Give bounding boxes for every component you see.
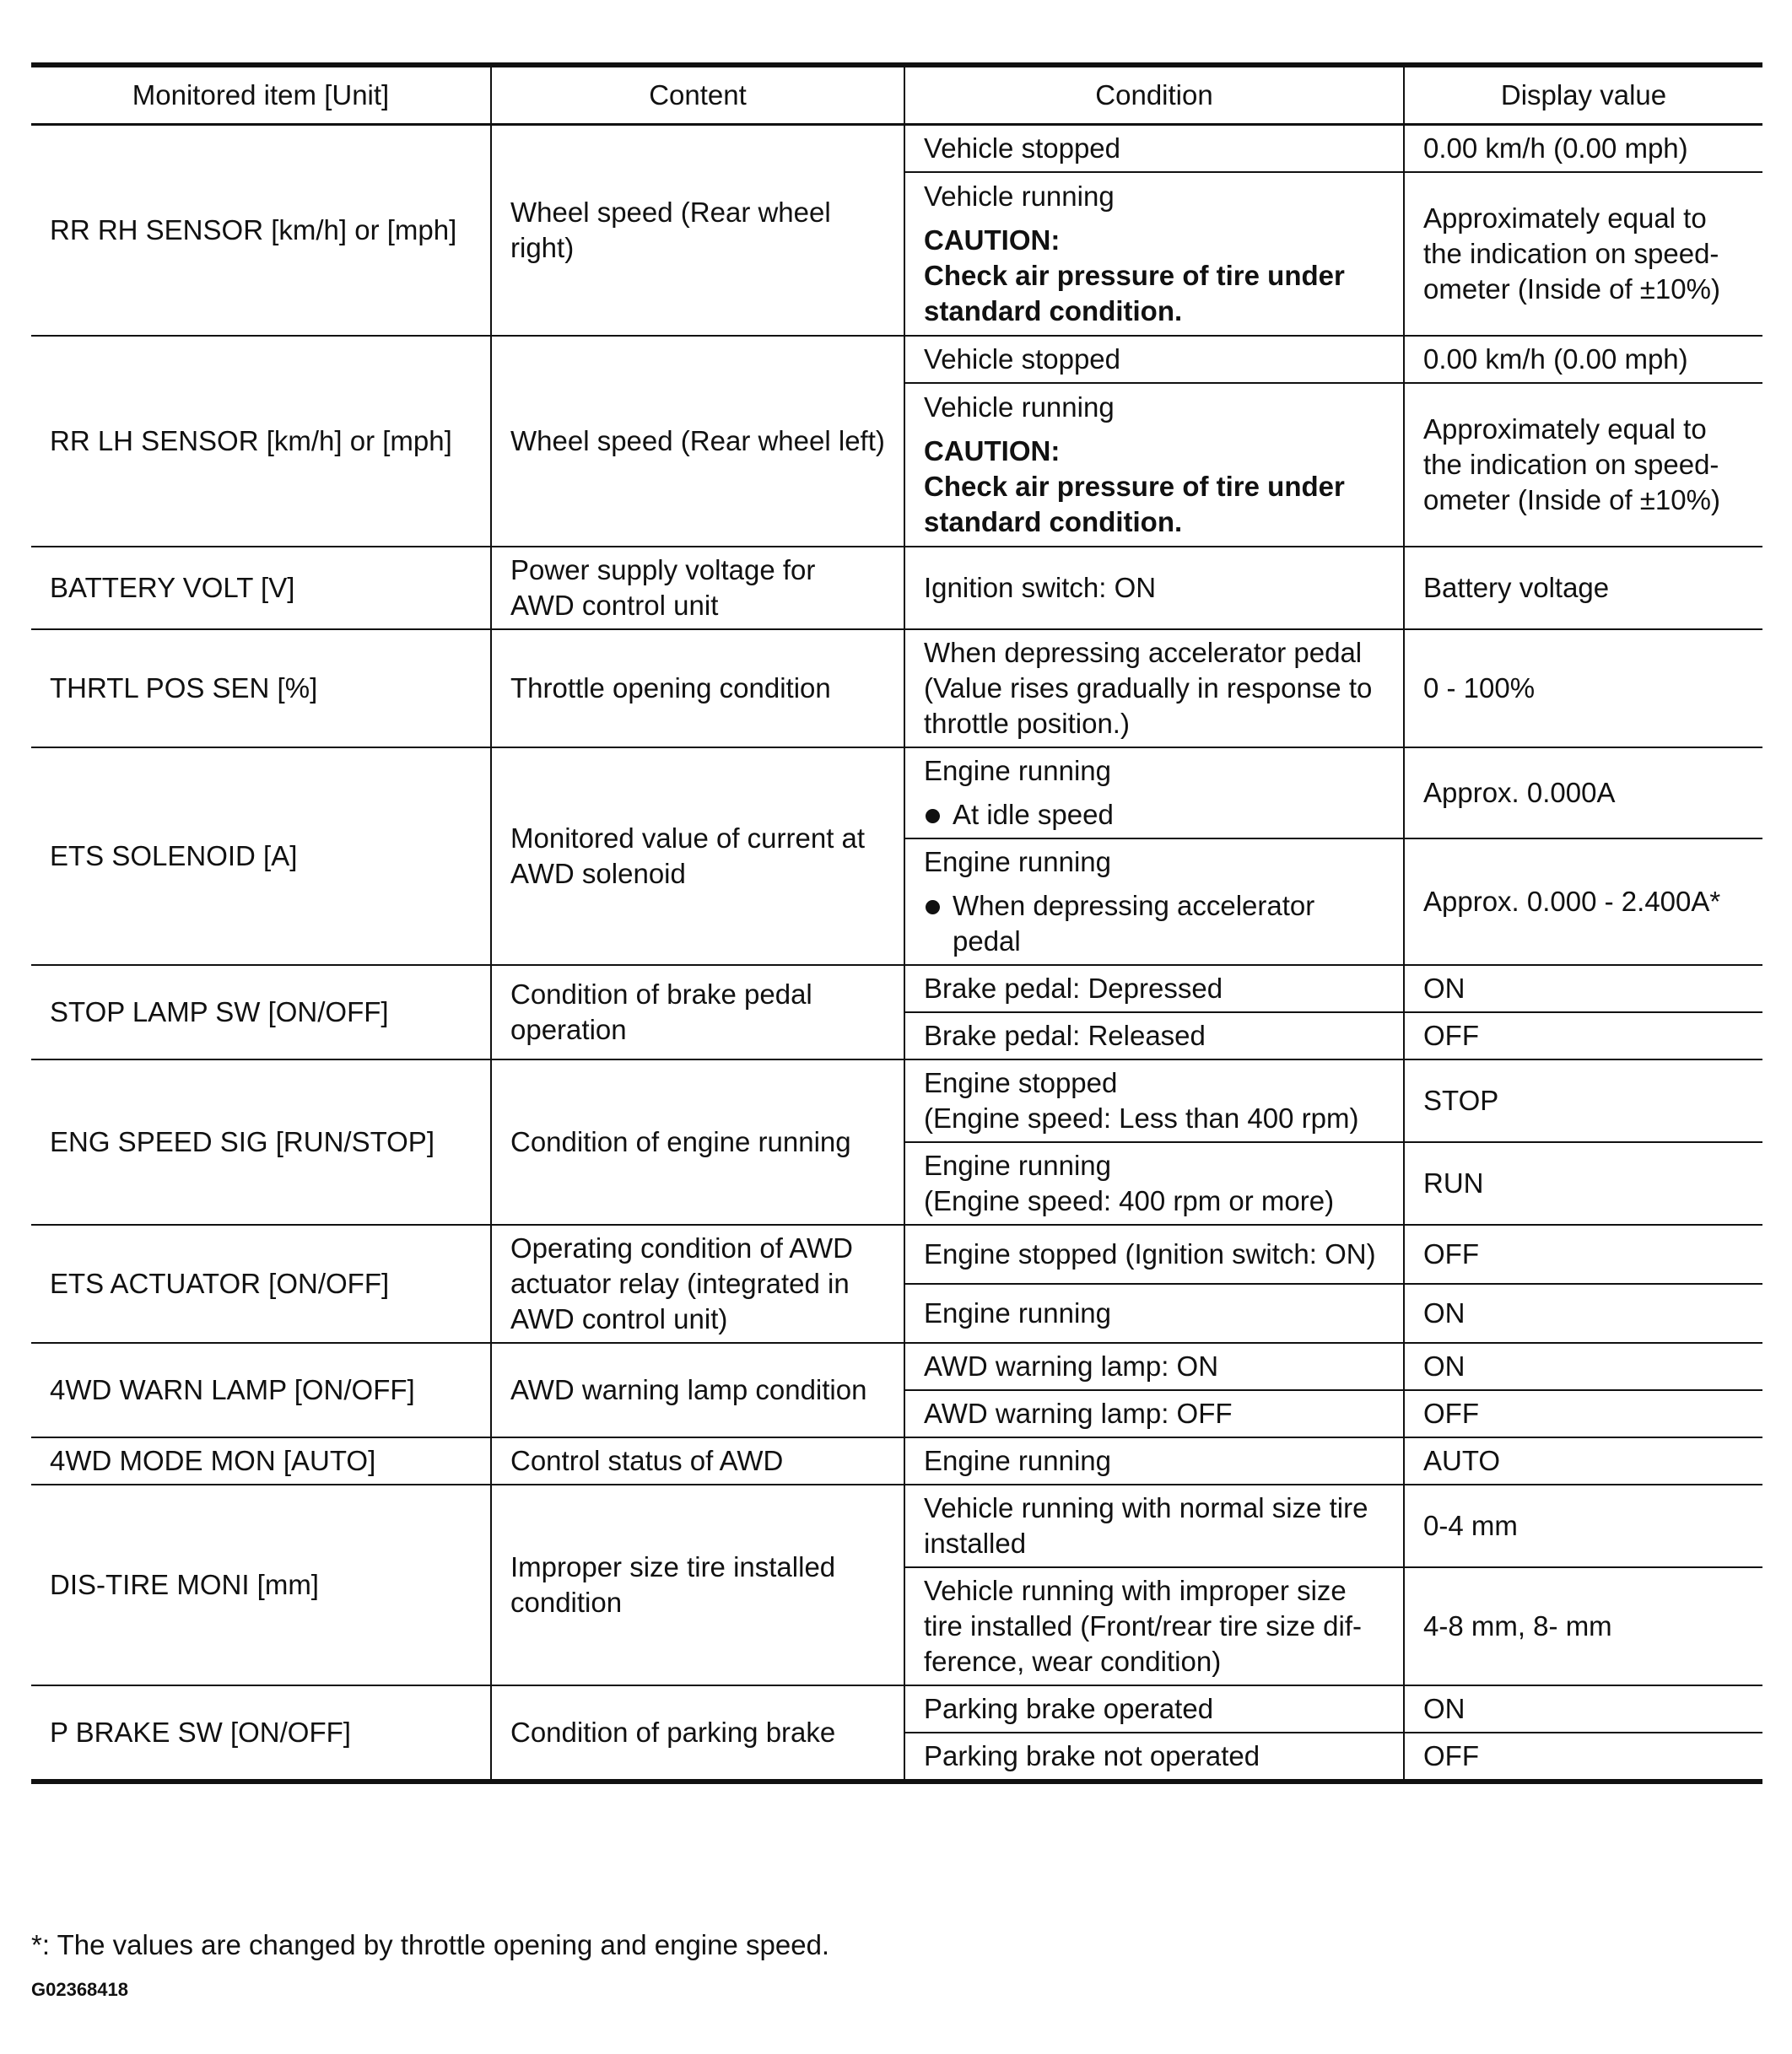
monitor-items-table bbox=[31, 62, 1762, 1784]
condition-cell: When depressing accelerator pedal (Value rises gradually in response to throttle position.) bbox=[904, 629, 1404, 747]
condition-text: Engine running bbox=[924, 1150, 1112, 1181]
condition-cell: AWD warning lamp: ON bbox=[904, 1343, 1404, 1390]
caution-text: Check air pressure of tire under standard condition. bbox=[924, 471, 1345, 537]
item-cell: RR RH SENSOR [km/h] or [mph] bbox=[31, 125, 491, 337]
condition-text: Vehicle running bbox=[924, 181, 1115, 212]
condition-subtext: (Engine speed: Less than 400 rpm) bbox=[924, 1102, 1359, 1134]
condition-cell: Parking brake not operated bbox=[904, 1733, 1404, 1782]
condition-cell bbox=[904, 383, 1404, 547]
table-header-row bbox=[31, 65, 1762, 125]
condition-cell: Vehicle running with normal size tire installed bbox=[904, 1485, 1404, 1567]
item-cell: BATTERY VOLT [V] bbox=[31, 547, 491, 629]
content-cell: Condition of parking brake bbox=[491, 1685, 904, 1782]
value-cell: 0 - 100% bbox=[1404, 629, 1762, 747]
item-cell: ENG SPEED SIG [RUN/STOP] bbox=[31, 1059, 491, 1225]
table-row bbox=[31, 1343, 1762, 1390]
condition-cell: Vehicle stopped bbox=[904, 336, 1404, 383]
footnote: *: The values are changed by throttle opening and engine speed. bbox=[31, 1929, 830, 1960]
bullet-item: At idle speed bbox=[924, 797, 1384, 833]
table-row bbox=[31, 747, 1762, 838]
item-cell: ETS ACTUATOR [ON/OFF] bbox=[31, 1225, 491, 1343]
value-cell: AUTO bbox=[1404, 1437, 1762, 1485]
caution-label: CAUTION: bbox=[924, 224, 1061, 256]
condition-cell bbox=[904, 172, 1404, 336]
condition-cell bbox=[904, 1142, 1404, 1225]
item-cell: RR LH SENSOR [km/h] or [mph] bbox=[31, 336, 491, 547]
condition-text: Engine stopped bbox=[924, 1067, 1118, 1098]
condition-cell: Brake pedal: Released bbox=[904, 1012, 1404, 1059]
condition-subtext: (Engine speed: 400 rpm or more) bbox=[924, 1185, 1335, 1216]
item-cell: ETS SOLENOID [A] bbox=[31, 747, 491, 965]
condition-cell: Vehicle running with improper size tire installed (Front/rear tire size dif-ference, wear condition) bbox=[904, 1567, 1404, 1685]
condition-cell: Engine running bbox=[904, 1284, 1404, 1343]
condition-cell: Ignition switch: ON bbox=[904, 547, 1404, 629]
condition-cell: Parking brake operated bbox=[904, 1685, 1404, 1733]
value-cell: OFF bbox=[1404, 1733, 1762, 1782]
header-display-value: Display value bbox=[1404, 65, 1762, 125]
caution-text: Check air pressure of tire under standard condition. bbox=[924, 260, 1345, 326]
value-cell: RUN bbox=[1404, 1142, 1762, 1225]
value-cell: ON bbox=[1404, 1685, 1762, 1733]
condition-text: Engine running bbox=[924, 846, 1112, 877]
value-cell: STOP bbox=[1404, 1059, 1762, 1142]
content-cell: Operating condition of AWD actuator relay (integrated in AWD control unit) bbox=[491, 1225, 904, 1343]
table-row bbox=[31, 629, 1762, 747]
value-cell: Approximately equal to the indication on speed-ometer (Inside of ±10%) bbox=[1404, 172, 1762, 336]
content-cell: Wheel speed (Rear wheel right) bbox=[491, 125, 904, 337]
content-cell: Throttle opening condition bbox=[491, 629, 904, 747]
item-cell: STOP LAMP SW [ON/OFF] bbox=[31, 965, 491, 1059]
condition-cell: Engine running bbox=[904, 1437, 1404, 1485]
content-cell: Improper size tire installed condition bbox=[491, 1485, 904, 1685]
value-cell: OFF bbox=[1404, 1225, 1762, 1284]
condition-text: Engine running bbox=[924, 755, 1112, 786]
header-condition: Condition bbox=[904, 65, 1404, 125]
table-row bbox=[31, 1437, 1762, 1485]
value-cell: ON bbox=[1404, 1343, 1762, 1390]
condition-cell: Engine stopped (Ignition switch: ON) bbox=[904, 1225, 1404, 1284]
header-content: Content bbox=[491, 65, 904, 125]
table-row bbox=[31, 965, 1762, 1012]
value-cell: 0.00 km/h (0.00 mph) bbox=[1404, 125, 1762, 173]
header-monitored-item: Monitored item [Unit] bbox=[31, 65, 491, 125]
value-cell: Approximately equal to the indication on speed-ometer (Inside of ±10%) bbox=[1404, 383, 1762, 547]
value-cell: Approx. 0.000A bbox=[1404, 747, 1762, 838]
content-cell: Control status of AWD bbox=[491, 1437, 904, 1485]
value-cell: ON bbox=[1404, 965, 1762, 1012]
table-row bbox=[31, 547, 1762, 629]
content-cell: Condition of brake pedal operation bbox=[491, 965, 904, 1059]
value-cell: OFF bbox=[1404, 1012, 1762, 1059]
table-row bbox=[31, 336, 1762, 383]
content-cell: Wheel speed (Rear wheel left) bbox=[491, 336, 904, 547]
item-cell: 4WD MODE MON [AUTO] bbox=[31, 1437, 491, 1485]
table-row bbox=[31, 1225, 1762, 1284]
content-cell: Monitored value of current at AWD solenoid bbox=[491, 747, 904, 965]
condition-cell: Vehicle stopped bbox=[904, 125, 1404, 173]
item-cell: 4WD WARN LAMP [ON/OFF] bbox=[31, 1343, 491, 1437]
condition-text: Vehicle running bbox=[924, 391, 1115, 423]
condition-cell bbox=[904, 1059, 1404, 1142]
value-cell: 4-8 mm, 8- mm bbox=[1404, 1567, 1762, 1685]
table-row bbox=[31, 1685, 1762, 1733]
value-cell: 0.00 km/h (0.00 mph) bbox=[1404, 336, 1762, 383]
value-cell: ON bbox=[1404, 1284, 1762, 1343]
caution-label: CAUTION: bbox=[924, 435, 1061, 466]
value-cell: Battery voltage bbox=[1404, 547, 1762, 629]
content-cell: AWD warning lamp condition bbox=[491, 1343, 904, 1437]
figure-id: G02368418 bbox=[31, 1979, 128, 2000]
table-row bbox=[31, 1059, 1762, 1142]
condition-cell: Brake pedal: Depressed bbox=[904, 965, 1404, 1012]
condition-cell bbox=[904, 747, 1404, 838]
item-cell: P BRAKE SW [ON/OFF] bbox=[31, 1685, 491, 1782]
content-cell: Condition of engine running bbox=[491, 1059, 904, 1225]
table-row bbox=[31, 125, 1762, 173]
item-cell: THRTL POS SEN [%] bbox=[31, 629, 491, 747]
bullet-item: When depressing accelerator pedal bbox=[924, 888, 1384, 959]
item-cell: DIS-TIRE MONI [mm] bbox=[31, 1485, 491, 1685]
value-cell: Approx. 0.000 - 2.400A* bbox=[1404, 838, 1762, 965]
content-cell: Power supply voltage for AWD control unit bbox=[491, 547, 904, 629]
value-cell: 0-4 mm bbox=[1404, 1485, 1762, 1567]
table-row bbox=[31, 1485, 1762, 1567]
value-cell: OFF bbox=[1404, 1390, 1762, 1437]
condition-cell: AWD warning lamp: OFF bbox=[904, 1390, 1404, 1437]
condition-cell bbox=[904, 838, 1404, 965]
